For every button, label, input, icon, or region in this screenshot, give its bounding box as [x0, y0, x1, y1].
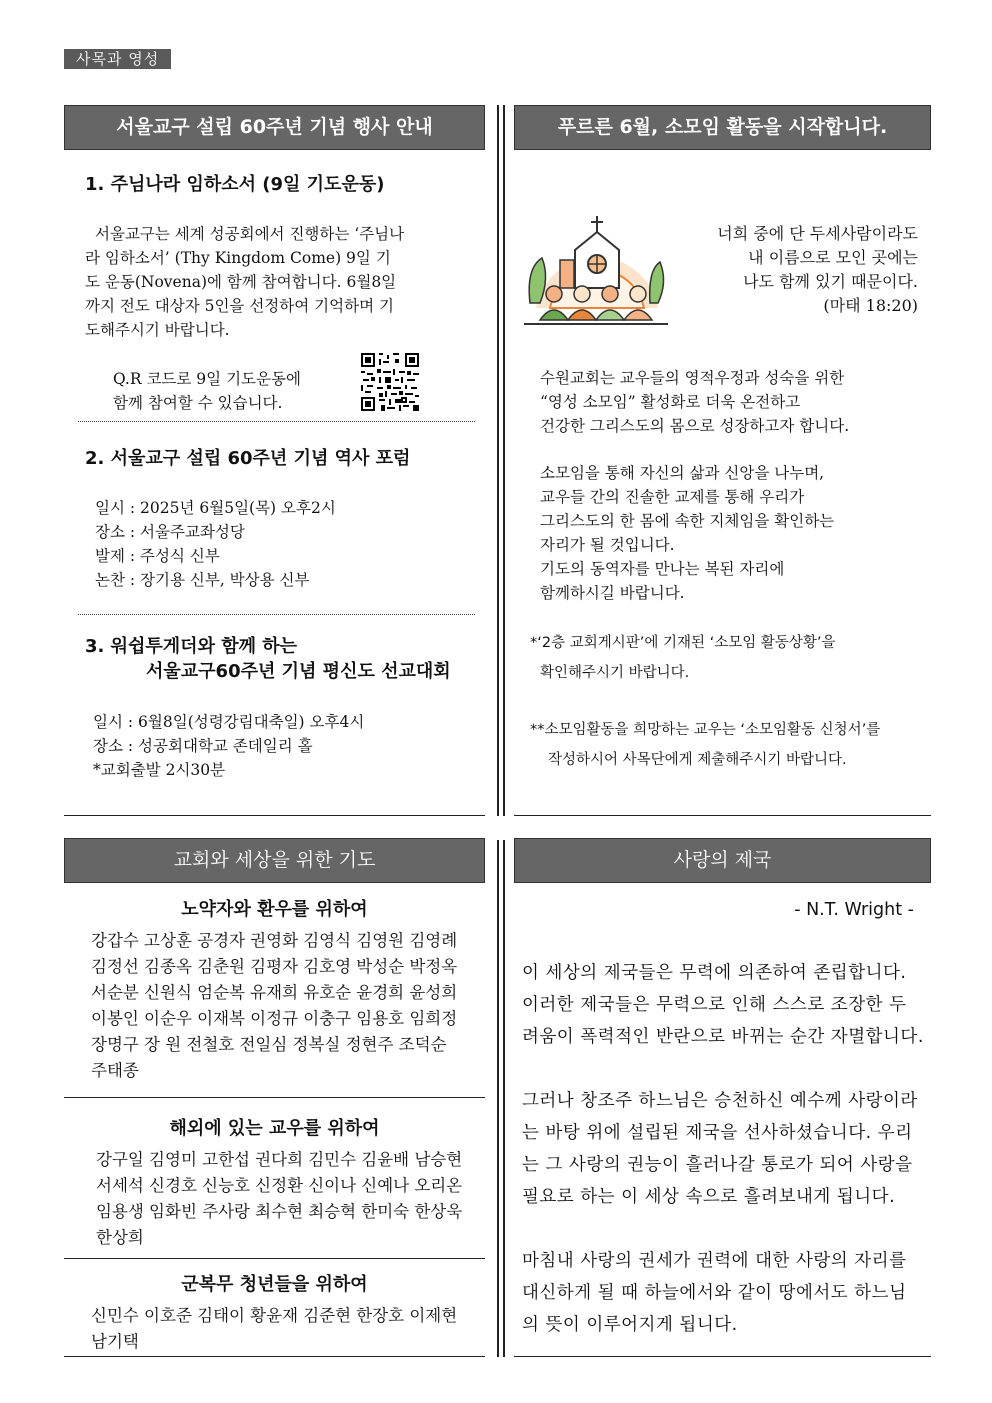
text-line: 그러나 창조주 하느님은 승천하신 예수께 사랑이라	[522, 1091, 918, 1111]
text-line: *교회출발 2시30분	[93, 761, 226, 779]
text-line: 확인해주시기 바랍니다.	[540, 665, 690, 681]
text-line: 일시 : 6월8일(성령강림대축일) 오후4시	[93, 713, 365, 731]
text-line: 함께하시길 바랍니다.	[540, 584, 685, 602]
column-divider	[497, 840, 499, 1357]
event-notice-header: 서울교구 설립 60주년 기념 행사 안내	[64, 105, 485, 150]
item2-details	[95, 496, 336, 592]
text-line: 너희 중에 단 두세사람이라도	[717, 224, 918, 243]
dotted-divider	[78, 421, 475, 422]
item2-title: 2. 서울교구 설립 60주년 기념 역사 포럼	[85, 448, 411, 469]
text-line: 그리스도의 한 몸에 속한 지체임을 확인하는	[540, 512, 835, 530]
item1-title: 1. 주님나라 임하소서 (9일 기도운동)	[85, 174, 385, 195]
bible-verse	[640, 222, 918, 318]
text-line: 주태종	[91, 1061, 139, 1080]
text-line: 의 뜻이 이루어지게 됩니다.	[522, 1315, 738, 1335]
text-line: 수원교회는 교우들의 영적우정과 성숙을 위한	[540, 369, 845, 387]
text-line: **소모임활동을 희망하는 교우는 ‘소모임활동 신청서’를	[530, 722, 881, 738]
essay-paragraph	[522, 957, 922, 1053]
prayer-group-title: 노약자와 환우를 위하여	[181, 899, 368, 920]
group-divider	[64, 1258, 485, 1259]
text-line: 도해주시기 바랍니다.	[85, 321, 230, 339]
prayer-names-elderly	[91, 928, 457, 1084]
text-line: 장소 : 성공회대학교 존데일리 홀	[93, 737, 313, 755]
group-divider	[64, 1097, 485, 1098]
item1-text	[85, 222, 470, 342]
text-line: 까지 전도 대상자 5인을 선정하여 기억하며 기	[85, 297, 394, 315]
essay-paragraph	[522, 1085, 922, 1213]
text-line: 작성하시어 사목단에게 제출해주시기 바랍니다.	[548, 752, 847, 768]
section-tag: 사목과 영성	[64, 49, 171, 69]
text-line: 서세석 신경호 신능호 신정환 신이나 신예나 오리온	[96, 1176, 463, 1195]
text-line: “영성 소모임” 활성화로 더욱 온전하고	[540, 393, 801, 411]
text-line: 도 운동(Novena)에 함께 참여합니다. 6월8일	[85, 273, 397, 291]
section-bottom-line	[64, 1356, 485, 1357]
text-line: 논찬 : 장기용 신부, 박상용 신부	[95, 571, 310, 589]
qr-caption	[113, 367, 301, 415]
text-line: 일시 : 2025년 6월5일(목) 오후2시	[95, 499, 336, 517]
text-line: 신민수 이호준 김태이 황윤재 김준현 한장호 이제현	[91, 1306, 458, 1325]
item3-details	[93, 710, 364, 782]
text-line: 서울교구는 세계 성공회에서 진행하는 ‘주님나	[95, 225, 405, 243]
prayer-names-overseas	[96, 1147, 462, 1251]
text-line: 소모임을 통해 자신의 삶과 신앙을 나누며,	[540, 464, 825, 482]
text-line: 임용생 임화빈 주사랑 최수현 최승혁 한미숙 한상욱	[96, 1202, 463, 1221]
text-line: 장명구 장 원 전철호 전일심 정복실 정현주 조덕순	[91, 1035, 447, 1054]
section-bottom-line	[514, 815, 931, 816]
prayer-group-title: 군복무 청년들을 위하여	[181, 1274, 368, 1295]
prayer-header: 교회와 세상을 위한 기도	[64, 838, 485, 883]
text-line: 는 바탕 위에 설립된 제국을 선사하셨습니다. 우리	[522, 1123, 913, 1143]
text-line: 라 임하소서’ (Thy Kingdom Come) 9일 기	[85, 249, 391, 267]
text-line: 려움이 폭력적인 반란으로 바뀌는 순간 자멸합니다.	[522, 1027, 924, 1047]
text-line: Q.R 코드로 9일 기도운동에	[113, 370, 301, 388]
text-line: 이봉인 이순우 이재복 이정규 이충구 임용호 임희정	[91, 1009, 458, 1028]
text-line: 기도의 동역자를 만나는 복된 자리에	[540, 560, 785, 578]
text-line: 교우들 간의 진솔한 교제를 통해 우리가	[540, 488, 805, 506]
column-divider	[503, 840, 505, 1357]
text-line: 강갑수 고상훈 공경자 권영화 김영식 김영원 김영례	[91, 931, 458, 950]
essay-author: - N.T. Wright -	[794, 900, 914, 920]
text-line: 내 이름으로 모인 곳에는	[748, 248, 918, 267]
text-line: 나도 함께 있기 때문이다.	[743, 272, 918, 291]
text-line: *‘2층 교회게시판’에 기재된 ‘소모임 활동상황’을	[530, 635, 836, 651]
dotted-divider	[78, 614, 475, 615]
text-line: 장소 : 서울주교좌성당	[95, 523, 245, 541]
text-line: 대신하게 될 때 하늘에서와 같이 땅에서도 하느님	[522, 1283, 907, 1303]
text-line: 강구일 김영미 고한섭 권다희 김민수 김윤배 남승현	[96, 1150, 463, 1169]
item3-title-line2: 서울교구60주년 기념 평신도 선교대회	[146, 661, 451, 682]
text-line: 김정선 김종옥 김춘원 김평자 김호영 박성순 박정옥	[91, 957, 458, 976]
text-line: 필요로 하는 이 세상 속으로 흘려보내게 됩니다.	[522, 1187, 896, 1207]
text-line: 자리가 될 것입니다.	[540, 536, 675, 554]
text-line: 건강한 그리스도의 몸으로 성장하고자 합니다.	[540, 417, 850, 435]
text-line: 마침내 사랑의 권세가 권력에 대한 사랑의 자리를	[522, 1251, 907, 1271]
text-line: 이 세상의 제국들은 무력에 의존하여 존립합니다.	[522, 963, 907, 983]
column-divider	[497, 105, 499, 816]
small-group-body	[540, 461, 834, 605]
note-2	[530, 715, 880, 775]
prayer-names-military	[91, 1303, 457, 1355]
section-bottom-line	[514, 1356, 931, 1357]
text-line: 는 그 사랑의 권능이 흘러나갈 통로가 되어 사랑을	[522, 1155, 913, 1175]
text-line: (마태 18:20)	[823, 296, 918, 315]
prayer-group-title: 해외에 있는 교우를 위하여	[169, 1118, 380, 1139]
text-line: 함께 참여할 수 있습니다.	[113, 394, 283, 412]
item3-title-line1: 3. 워쉽투게더와 함께 하는	[85, 636, 298, 657]
small-group-header: 푸르른 6월, 소모임 활동을 시작합니다.	[514, 105, 931, 150]
qr-code-icon[interactable]	[361, 353, 419, 411]
text-line: 서순분 신원식 엄순복 유재희 유호순 윤경희 윤성희	[91, 983, 458, 1002]
text-line: 발제 : 주성식 신부	[95, 547, 220, 565]
small-group-intro	[540, 366, 849, 438]
column-divider	[503, 105, 505, 816]
text-line: 남기택	[91, 1332, 139, 1351]
text-line: 한상희	[96, 1228, 144, 1247]
text-line: 이러한 제국들은 무력으로 인해 스스로 조장한 두	[522, 995, 907, 1015]
essay-header: 사랑의 제국	[514, 838, 931, 883]
essay-paragraph	[522, 1245, 922, 1341]
section-bottom-line	[64, 815, 485, 816]
note-1	[530, 628, 835, 688]
